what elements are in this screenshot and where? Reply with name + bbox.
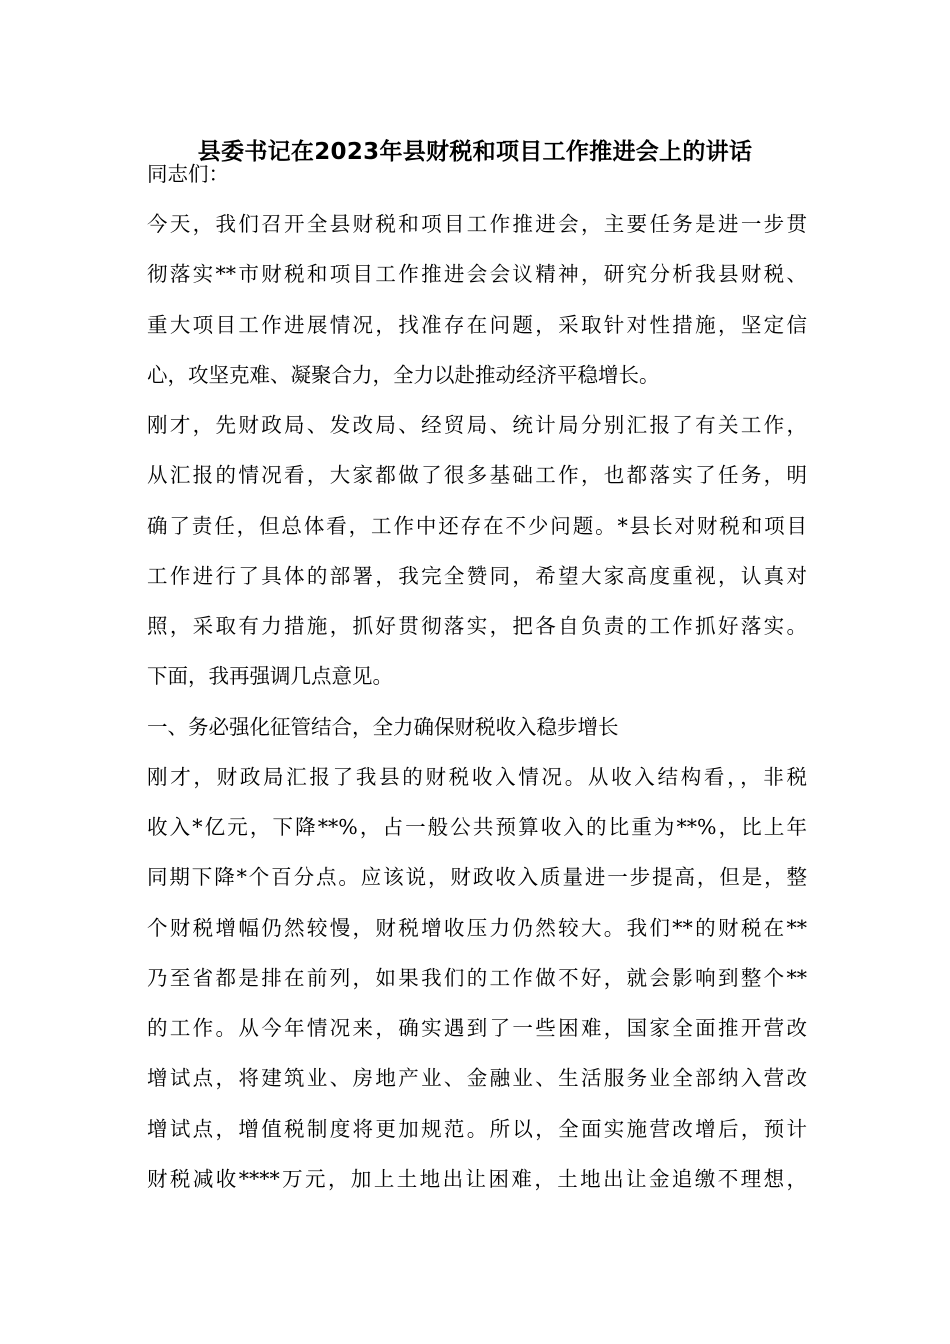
body-line: 收入*亿元，下降**%，占一般公共预算收入的比重为**%，比上年: [147, 815, 807, 839]
body-line: 刚才，财政局汇报了我县的财税收入情况。从收入结构看，，非税: [147, 765, 807, 789]
document-title: 县委书记在2023年县财税和项目工作推进会上的讲话: [197, 139, 753, 165]
body-line: 重大项目工作进展情况，找准存在问题，采取针对性措施，坚定信: [147, 313, 807, 337]
body-line: 增试点，将建筑业、房地产业、金融业、生活服务业全部纳入营改: [147, 1066, 807, 1090]
body-line: 下面，我再强调几点意见。: [147, 664, 393, 688]
body-line: 个财税增幅仍然较慢，财税增收压力仍然较大。我们**的财税在**: [147, 916, 807, 940]
body-line: 的工作。从今年情况来，确实遇到了一些困难，国家全面推开营改: [147, 1016, 807, 1040]
salutation-line: 同志们：: [147, 162, 229, 186]
body-line: 刚才，先财政局、发改局、经贸局、统计局分别汇报了有关工作，: [147, 413, 807, 437]
body-line: 增试点，增值税制度将更加规范。所以，全面实施营改增后，预计: [147, 1117, 807, 1141]
body-line: 乃至省都是排在前列，如果我们的工作做不好，就会影响到整个**: [147, 966, 807, 990]
body-line: 今天，我们召开全县财税和项目工作推进会，主要任务是进一步贯: [147, 212, 807, 236]
body-line: 工作进行了具体的部署，我完全赞同，希望大家高度重视，认真对: [147, 564, 807, 588]
body-line: 照，采取有力措施，抓好贯彻落实，把各自负责的工作抓好落实。: [147, 614, 807, 638]
body-line: 同期下降*个百分点。应该说，财政收入质量进一步提高，但是，整: [147, 865, 807, 889]
body-line: 确了责任，但总体看，工作中还存在不少问题。*县长对财税和项目: [147, 514, 807, 538]
body-line: 从汇报的情况看，大家都做了很多基础工作，也都落实了任务，明: [147, 463, 807, 487]
body-line: 心，攻坚克难、凝聚合力，全力以赴推动经济平稳增长。: [147, 363, 660, 387]
section-heading: 一、务必强化征管结合，全力确保财税收入稳步增长: [147, 715, 619, 739]
body-line: 财税减收****万元，加上土地出让困难，土地出让金追缴不理想，: [147, 1167, 807, 1191]
body-line: 彻落实**市财税和项目工作推进会会议精神，研究分析我县财税、: [147, 262, 807, 286]
